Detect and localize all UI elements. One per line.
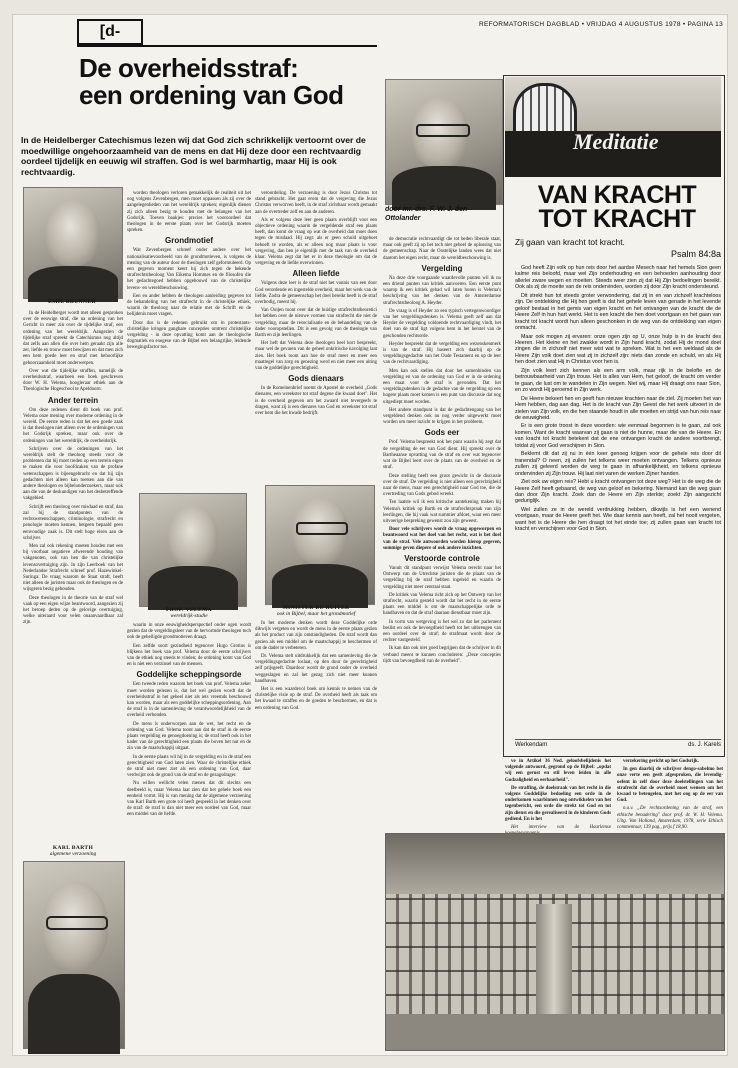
paragraph: Deze stelling heeft een groot gewicht in de discussie over de straf. De vergelding is niet alleen een gerechtigheid naar de mens, maar een gerechtigheid naar God toe, die de overtreding van Gods gebod wreekt.	[383, 473, 501, 498]
paragraph: Men kan ook stellen dat door het samenbinden van vergelding en van de ordening van God er in de ordening een maat voor de straf is gevonden. Dat het vergeldingsdenken in de gedachte van de vergelding op een hogere plaats moet komen is een punt van discussie dat nog uitgediept moet worden.	[383, 368, 501, 405]
meditation-subtitle: Zij gaan van kracht tot kracht.	[515, 237, 625, 247]
subheading-vergelding: Vergelding	[421, 263, 463, 273]
paragraph: worden theologen verloren gemakkelijk de realiteit uit het oog volgens Zevenbergen, men moet oppassen als zij over de aangelegenheden van het wereldrijk spreken; eigenlijk dienen zij zich alleen bezig te houden met de belangen van het Godsrijk. Toeven baakjes: precies het vooroordeel dat theologen in de eerste plaats over het Godsrijk moeten spreken.	[127, 191, 251, 234]
paragraph: Men zal ook rekening moeten houden met een bij voorbaat negatieve afwerende houding van vakgenoten, ook van hen die van christelijke levensovertuiging zijn. In zijn Leerboek van het Nederlandse Strafrecht schreef prof. Hazewinkel-Suringa: De vraag waarom de Staat straft, heeft niet alleen de juristen maar ook de theologen en de wijsgeren bezig gehouden.	[23, 543, 123, 593]
meditation-author: ds. J. Karels	[687, 742, 721, 748]
paragraph: Beklemt dit dat zij nu in één keer genoeg krijgen voor de gehele reis door dit tranendal? O neen, zij zullen het telkens weer moeten ontvangen. Telkens opnieuw zullen zij geleerd worden de weg te gaan in afhankelijkheid, en telkens opnieuw ondervinden zij Zijn trouw. Hij laat niet varen de werken Zijner handen.	[515, 451, 721, 477]
meditation-title	[513, 183, 721, 231]
paragraph: Na deze drie voorgaande waardevolle punten wil ik nu een drietal punten van kritiek aanvoeren. Een eerste punt waarop ik een kritiek gehad wil laten horen is Velema's beschrijving van het denken van de Amsterdamse strafrechtstheoloog A. Heyder.	[383, 275, 501, 306]
paragraph: Een zelfde soort gezindheid tegenover Hugo Grotius is blijkens het boek van prof. Velema door de eerste schrijvers van de ethiek nog steeds te vinden; de ordening komt van God en is niet een verzinsel van de mensen.	[127, 643, 251, 668]
paragraph-bold: Door vele schrijvers wordt de vraag opgeworpen en beantwoord wat het doel van het recht, wat is het doel van de straf. Vele antwoorden worden hierop gegeven, sommige geven diepere of ook andere inzichten.	[383, 527, 501, 551]
paragraph: Deze theologen in de theorie van de straf wel vaak op een eigen wijze beantwoord, aangezien zij het beroep deden op de gelovige overtuiging, welke uiteraard voor velen onaanvaardbaar zal zijn.	[23, 595, 123, 626]
paragraph: In de Heidelberger wordt met alleen gesproken over de eeuwige straf, die na ordening van het Gericht in meer zin over de tijdelijke straf, een ordening van het wereldrijk. Aangezien de tijdelijke straf spreekt de Catechismus nog altijd dat zelfs aan allen die over hem geraakt zijn alle zer, liefde en trouw moet bewijzen en dat men zich een hem goede leer en straf met behoorlijke gehoorzaamheid moet onderwerpen.	[23, 311, 123, 366]
photo-karl-barth	[23, 861, 125, 1049]
paragraph: De vraag is of Heyder zo een typisch vertegenwoordiger van het vergeldingsdenken is. Velema geeft zelf aan dat Heyder de vergelding voldoende rechtvaardiging vindt, het doel van de straf ligt volgens hem in het herstel van de geschonden rechtsorde.	[383, 308, 501, 339]
article-intro: In de Heidelberger Catechismus lezen wij dat God zich schrikkelijk vertoornt over de moedwillige ongehoorzaamheid van de mens en dat Hij deze door een rechtvaardig oordeel tijdelijk en eeuwig wil straffen. God is wel barmhartig, maar Hij is ook rechtvaardig.	[21, 135, 366, 177]
paragraph: Vanuit dit standpunt verwijst Velema terecht naar het Ontwerp van de Utrechtse juristen die de plaats van de vergelding bij de straf hebben ingeleid en waarin de vergelding niet meer centraal staat.	[383, 565, 501, 590]
paragraph: waarin in onze eeuwigheidsperspectief onder ogen wordt gezien dat de vergeldingsleer van de hervormde theologen toch ook de geheiligde grondmotieven draagt.	[127, 623, 251, 641]
paragraph: Door dus is de redenen gebruikt om in protestants-christelijke kringen gangbare concepties omtrent christelijke vergelding - in deze opvatting komt aan de theologische dogmatiek en exegese van de Bijbel een belangrijke, leidende bewegingsfactor toe.	[127, 320, 251, 351]
paragraph: Als er volgens deze leer geen plaats overblijft voor een objectieve ordening waarin de vergeldende straf een plaats heeft, dan komt de vraag op wat de overheid dan moet doen tegen de misdaad. Hij zegt: als er geen schuld uitgeboet behoeft te worden, als er alleen nog maar plaats is voor vergeving, dan ben je eigenlijk met de taak van de overheid klaar. Velema zegt dat het er in deze theologie om dat de vergeving en de liefde overwinnen.	[255, 217, 377, 267]
paragraph: Van Ooijen toont over dat de huidige strafrechtstheoretici het hebben over de nieuwe vormen van strafrecht die niet de vergelding, maar de resocialisatie en de behandeling van de dader vooropstellen. Dit is een gevolg van de theologie van Barth en zijn leerlingen.	[255, 308, 377, 339]
author-portrait	[385, 79, 503, 205]
paragraph: Om deze redenen dient dit boek van prof. Velema onze mening over moderne ordening in de wereld. De eerste reden is dat het een goede zaak is dat theologen niet alleen over de ordeningen van het Godsrijk spreken, maar ook over de ordeningen van het wereldrijk, de overheidsrijk.	[23, 407, 123, 444]
meditation-title-line-1: VAN KRACHT	[537, 181, 697, 209]
paragraph: Wel zullen ze in de wereld verdrukking hebben, dikwijls is het een wenend voortgaan, maar de Heere geeft het. Wie daar kennis aan heeft, zal het nooit vergeten, want het is de Heere die hen draagt tot het einde toe; zij zullen gaan van kracht tot kracht en verschijnen voor God in Sion.	[515, 506, 721, 533]
headline-line-1: De overheidsstraf:	[79, 53, 299, 83]
article-column-2-top	[127, 191, 251, 539]
photo-prof-velema	[139, 493, 247, 607]
photo-note: Het interview van de Haarlemse	[511, 825, 611, 831]
paragraph: Het heft dat Velema deze theologen heel kort bespreekt, maar wel de gevaren van de geheel onkritische navolging laat zien. Het boek toont aan hoe de straf meer en meer een maatregel van zorg en genezing werd en niet meer een uiting van de goddelijke gerechtigheid.	[255, 341, 377, 372]
article-column-1	[23, 311, 123, 841]
paragraph: In vorm van wetgeving is het wel zo dat het parlement beslist en ook de bevoegdheid heeft tot het uitbrengen van een oordeel over de straf; de strafmaat wordt door de rechter vastgesteld.	[383, 619, 501, 644]
meditation-label: Meditatie	[573, 129, 659, 154]
paragraph: Het andere standpunt is dat de gedachtengang van het vergeldend denken ook nu nog verder uitgewerkt moet worden om meer inzicht te krijgen in het probleem.	[383, 407, 501, 426]
subheading-goddelijke-scheppingsorde: Goddelijke scheppingsorde	[136, 670, 242, 680]
paragraph: In het moderne denken wordt deze Goddelijke orde dikwijls vergeten en wordt de mens in de eerste plaats gezien als het product van zijn omstandigheden. De straf wordt dan gezien als een middel om de maatschappij te beschermen of om de dader te verbeteren.	[255, 621, 377, 651]
meditation-header-image	[505, 77, 721, 177]
paragraph: Een tweede reden waarom het boek van prof. Velema zeker moet worden gelezen is, dat het wel gezien wordt dat de overheidsstraf in het geheel niet als iets vreemds beschouwd kan worden, maar als een goddelijke scheppingsordening. Aan de straf is in de samenleving de verantwoordelijkheid van de overheid verbonden.	[127, 682, 251, 719]
paragraph: veroordeling. De verzoening is door Jezus Christus tot stand gebracht. Het gaat erom dat de vergeving die Jezus Christus verworven heeft, in de straf zichtbaar wordt gemaakt aan de overtreder zelf en aan de anderen.	[255, 191, 377, 215]
paragraph: Heyder bespreekt dat de vergelding een wezenskenmerk is van de straf. Hij baseert zich daarbij op de vergeldingsgedachte van het Oude Testament en op de leer van de rechtvaardiging.	[383, 341, 501, 366]
paragraph: Volgens deze leer is de straf niet het vonnis van een door God verordende en ingestelde overheid, maar het werk van de liefde. Zodra de gemeenschap het doel bereikt heeft is de straf overbodig, meent hij.	[255, 281, 377, 306]
book-reference: n.a.v. „De rechtsordening van de straf, een ethische benadering" door prof. dr. W. H. Velema. Uitg. Van Holland, Amsterdam, 1978, serie Ethisch commentaar, 139 pag., prijs f 18,90.	[617, 806, 723, 831]
paragraph: Een en ander hebben de theologen aanleiding gegeven tot de behandeling van het strafrecht in de christelijke ethiek, waarin de theoloog naar de relatie met de Schrift en de belijdenis moet vragen.	[127, 293, 251, 318]
paragraph: Ziet ook uw eigen reis? Hebt u kracht ontvangen tot deze weg? Het is de weg die de Heere Zelf heeft gebaand, de weg van geloof en bekering. Niemand kan die weg gaan dan door Zijn kracht. Zoek dan de Heere en Zijn sterkte; zoekt Zijn aangezicht geduriglijk.	[515, 479, 721, 505]
paragraph: In de Romeinenbrief noemt de Apostel de overheid „Gods dienares, een wreekster tot straf degene die kwaad doet". Het is de overheid gegeven om het zwaard niet tevergeefs te dragen, want zij is een dienares van God en wreekster tot straf over hem die het kwade bedrijft.	[255, 386, 377, 417]
photo-minister-de-ruiter	[265, 485, 375, 605]
article-headline	[79, 55, 379, 109]
section-logo: [d-	[77, 19, 143, 45]
article-column-3-bottom	[255, 621, 377, 1047]
newspaper-header-line: REFORMATORISCH DAGBLAD • VRIJDAG 4 AUGUSTUS 1978 • PAGINA 13	[479, 21, 723, 28]
photo-emil-brunner-caption: EMIL BRUNNER	[48, 299, 96, 305]
subheading-verstoorde-controle: Verstoorde controle	[404, 553, 480, 563]
subheading-gods-dienaars: Gods dienaars	[288, 374, 344, 384]
paragraph: verzekering gericht op het Godsrijk.	[623, 759, 699, 764]
meditation-scripture-reference: Psalm 84:8a	[670, 249, 721, 259]
paragraph: Dr. Velema stelt uitdrukkelijk dat een samenleving die de vergeldingsgedachte loslaat, op den duur de gerechtigheid zelf prijsgeeft. Daardoor wordt de grond onder de overheid weggeslagen en zal het gezag zich niet meer kunnen handhaven.	[255, 654, 377, 684]
paragraph: Zijn volk leert zich kennen als een arm volk, maar rijk in de belofte en de betrouwbaarheid van Zijn trouw. Het is alles van Hem, het geloof, de kracht om verder te gaan, de lust om te wandelen in Zijn wegen. Niet wij, maar Hij draagt ons naar Sion, en zo wordt Hij geroemd in Zijn werk.	[515, 367, 721, 394]
paragraph: Over wat die tijdelijke straffen, namelijk de overheidsstraf, waarheen een boek geschreven door W. H. Velema, hoogleraar ethiek aan de Theologische Hogeschool te Apeldoorn.	[23, 368, 123, 393]
paragraph: De straffing, de doelstraak van het recht in die volgens Goddelijke bedoeling een orde in de onderkomen waarbinnen nog ontwikkelen van het tegenbericht, een orde die strekt tot God en tot zijn dienst en die gerealiseerd in de kinderen Gods gediend. En is het	[505, 785, 611, 822]
paragraph: In de eerste plaats wil hij in de vergelding en in de straf een gerechtigheid van God laten zien. Waar de christelijke ethiek de straf niet meer ziet als een ordening van God, daar verdwijnt ook de grond van de straf en de gezagsdrager.	[127, 754, 251, 779]
meditation-title-line-2: TOT KRACHT	[538, 205, 696, 233]
article-byline: door mr. drs. F. W. J. den Ottolander	[385, 206, 468, 222]
subheading-alleen-liefde: Alleen liefde	[292, 269, 340, 279]
paragraph: Schrijft een theoloog over misdaad en straf, dan zal hij de standpunten van de rechtswetenschappen, criminologie, strafrecht en penologie moeten kennen, hetgeen bepaald geen eenvoudige zaak is. Dit stelt hoge eisen aan de schrijver.	[23, 504, 123, 541]
meditation-footer	[515, 739, 721, 752]
article-column-2-bottom	[127, 623, 251, 1047]
paragraph: ve in Artikel 36 Ned. geloofsbelijdenis het volgende antwoord, gegrond op de Bijbel: „opdat wij een gerust en stil leven leiden in alle Godzaligheid en eerbaarheid".	[505, 759, 611, 783]
paragraph: de democratie rechtvaardigt die tot beden liberale staat, maar ook geeft zij op het toch niet geheel de oplossing van de gemeenschap. Naar de Oostelijke landen wees dat niet daarom het eigen recht, maar de wereldbeschouwing is.	[383, 237, 501, 261]
subheading-ander-terrein: Ander terrein	[47, 395, 99, 405]
article-column-3-top	[255, 191, 377, 479]
paragraph: In gen daarbij de schrijver dengo-sabelmo bet onze verte een geeft afgesproken, die levendig-oefent in zelf door deze doelstellingen van het strafrecht dat de overheid moet wensen om het kwaad te beteugelen, met het oog op de eer van God.	[617, 767, 723, 804]
paragraph: Prof. Velema bespreekt ook het punt waarin hij zegt dat de vergelding de eer van God dient. Hij spreekt over de Bartheaanse opvatting van de straf en over wat tegenover wat de Bijbel leert over de plaats van de overheid en de straf.	[383, 440, 501, 471]
meditation-text	[515, 265, 721, 735]
meditation-location: Werkendam	[515, 742, 548, 748]
paragraph: God heeft Zijn volk op hun reis door het aardse Mesech naar het hemels Sion geen kalme reis beloofd, maar wel Zijn onderhouding en een behoeden aanhouding door allerlei zware wegen en moeiten. Steeds weer zien zij dat Hij Zijn bedoelingen bereikt. Ook als zij de moeite van de reis ondervinden, worden zij door Zijn kracht ondersteund.	[515, 265, 721, 291]
paragraph: Ik kan dan ook niet goed begrijpen dat de schrijver in dit verband meent te kunnen concluderen: „Deze concepties tijdt van bevoegdheid van de overheid".	[383, 646, 501, 664]
subheading-grondmotief: Grondmotief	[165, 236, 213, 246]
paragraph: Er is een grote troost in deze woorden: wie eenmaal begonnen is te gaan, zal ook komen. Want de kracht waarvan zij gaan is niet de hunne, maar die van de Heere. En van kracht tot kracht betekent dat de ene ontvangen kracht de andere voortbrengt, totdat zij voor God verschijnen in Sion.	[515, 423, 721, 449]
photo-karl-barth-caption: KARL BARTH algemene verzoening	[49, 845, 97, 858]
photo-prison-dome	[385, 833, 725, 1051]
paragraph: Dit strekt hun tot steeds groter verwondering, dat zij in en van zichzelf krachteloos zijn. De ontdekking die Hij hen geeft is dat het gehele leven van genade in het levende geloof bestaat in het gemis van eigen kracht en het ontvangen van de kracht die de Heere Zelf in hun hart werkt. Het is een kracht die hen doet voortgaan en het gaan van kracht tot kracht wordt hun alleen geschonken in de weg van de ontdekking van eigen onmacht.	[515, 292, 721, 332]
photo-prof-velema-caption: PROF. VELEMA wereldrijk-studie	[165, 607, 213, 620]
newspaper-page	[12, 14, 728, 1056]
photo-emil-brunner	[23, 187, 123, 299]
article-bottom-right	[617, 759, 723, 829]
paragraph: Nu willen wellicht velen menen dat dit slechts een deelbeeld is, maar Velema laat zien dat het gehele boek een eenheid vormt. Hij is van mening dat de algemene verzoening van Karl Barth een grote rol heeft gespeeld in het denken over de straf: de straf is dan niet meer een oordeel van God, maar een middel van de liefde.	[127, 781, 251, 818]
photo-minister-de-ruiter-caption: MINISTER DE RUITER ook in Bijbel, maar het grondmotief	[276, 605, 356, 618]
paragraph: Ten laatste wil ik een kritische aantekening maken bij Velema's kritiek op Barth en de strafrechtspraak van zijn leerlingen, die hij vaak wat summier afdoet, waar een meer uitvoerige bespreking gewenst zou zijn geweest.	[383, 500, 501, 524]
article-bottom-mid	[505, 759, 611, 829]
paragraph: De kritiek van Velema richt zich op het Ontwerp van het strafrecht, waarin gesteld wordt dat het recht in de eerste plaats een middel is om de maatschappelijke orde te handhaven en dat de straf daaraan dienstbaar moet zijn.	[383, 592, 501, 617]
masthead-rule	[77, 45, 377, 47]
paragraph: Wat Zevenbergen schreef onder andere over het nationalisatievoorbeeld van de grondmotieven, is volgens de mening van de auteur door de theologen zelf geformuleerd. Op een gegeven moment keert hij zich tegen de bekende strafrechtstheoloog Van Eikema Hommes en de filosofen die het gedachtegoed hebben opgebouwd van de christelijke levens- en wereldbeschouwing.	[127, 248, 251, 291]
subheading-gods-eer: Gods eer	[424, 428, 460, 438]
paragraph: De mens is onderworpen aan de wet, het recht en de ordening van God. Velema toont aan dat de straf in de eerste plaats vergelding en genoegdoening is; de straf heeft ook in het kader van de gerechtigheid een plaats die boven het nut en de zin van de maatschappij uitgaat.	[127, 721, 251, 752]
paragraph: Maar ook mogen zij ervaren: onze ogen zijn op U, onze hulp is in de kracht des Heeren. Het kleine en het zwakke wordt in Zijn hand kracht, zodat Hij de mond doet zingen die in zichzelf niet meer wist wat te spreken. Wat is het een weldaad als de Heere Zijn volk doet zien wat zij in zichzelf zijn: niets dan zonde en schuld, en als Hij hen doet zien wat Hij in Christus voor hen is.	[515, 333, 721, 366]
headline-line-2: een ordening van God	[79, 80, 344, 110]
paragraph: De Heere bekeert hen en geeft hun nieuwe krachten naar de ziel. Zij moeten het van Hem hebben, dag aan dag. Het is de kracht van Zijn Geest die het werk uitvoert in de zielen van Zijn volk, en die hen staande houdt in alle moeiten en strijd van hun reis naar de eeuwigheid.	[515, 395, 721, 421]
article-column-4	[383, 237, 501, 827]
paragraph: Schrijven over de ordeningen van het wereldrijk stelt de theoloog steeds voor de problemen dat hij moet treden op een terrein eigen te maken die voor hoofdzaken van de profane wetenschappen is bijeengebracht en dat hij zijn gedachten niet alleen kan toetsen aan die van andere theologen en bijbelonderzoekers, maar ook aan die van de deskundigen van het desbetreffende vakgebied.	[23, 446, 123, 502]
paragraph: Het is een waardevol boek om kennis te nemen van de christelijke visie op de straf. De overheid heeft als taak om het kwaad te straffen en de goeden te beschermen, en dat is een ordening van God.	[255, 687, 377, 711]
